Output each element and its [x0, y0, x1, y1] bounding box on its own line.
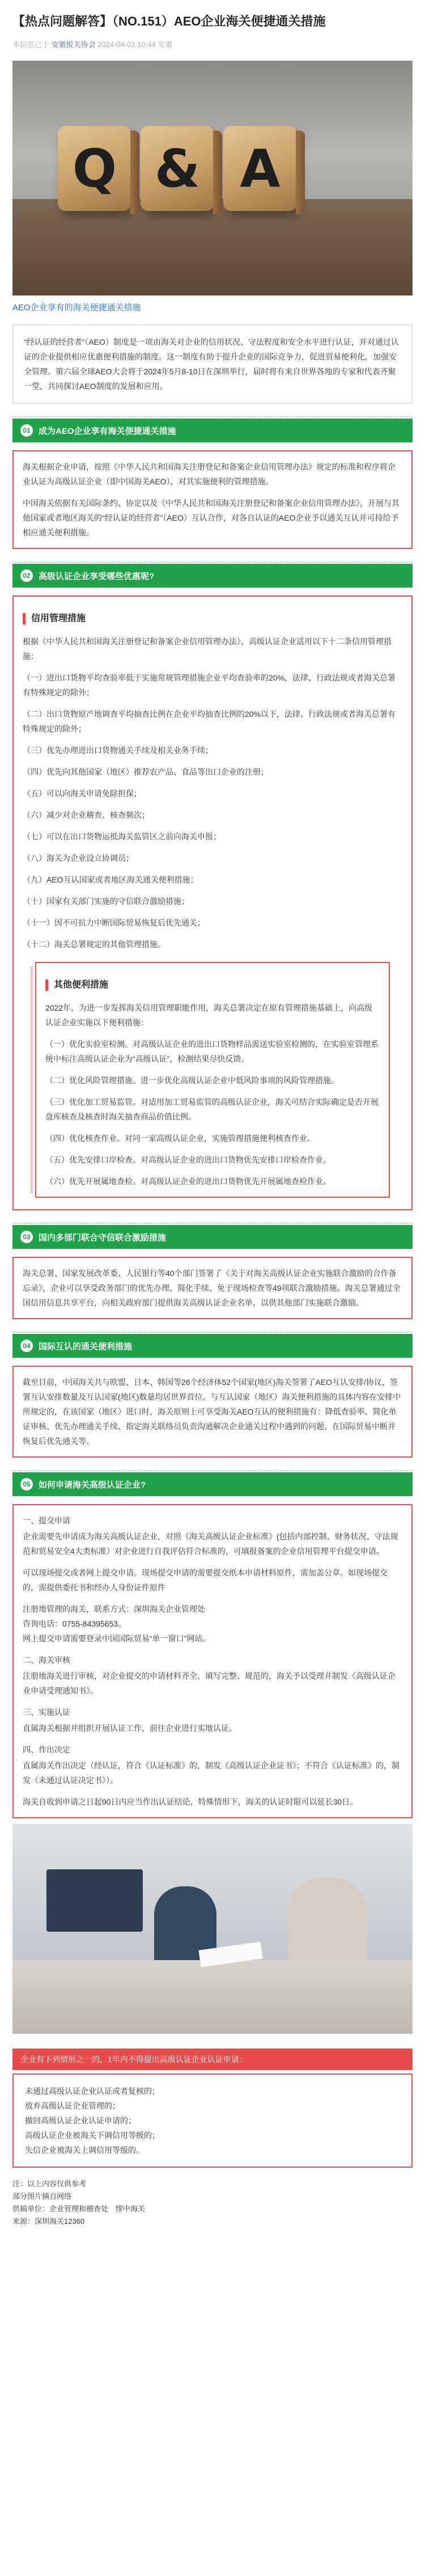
list-item: （十二）海关总署规定的其他管理措施。: [23, 940, 165, 949]
paragraph: 海关根据企业申请，按照《中华人民共和国海关注册登记和备案企业信用管理办法》规定的标准和程序将企业认证为高级认证企业（即中国海关AEO），对其实施便利的管理措施。: [23, 462, 396, 486]
account-name-link[interactable]: 安徽报关协会: [51, 40, 96, 49]
section-body-01: [12, 450, 413, 549]
other-measures-heading: [45, 978, 380, 993]
other-measures-box: [35, 962, 390, 1198]
intro-quote: “经认证的经营者”（AEO）制度是一项由海关对企业的信用状况、守法程度和安全水平进行认证，并对通过认证的企业提供相应优惠便利措施的制度。这一制度有助于提升企业的国际竞争力，促进贸易便利化，加强安全管理。第六届全球AEO大会将于2024年5月8-10日在深圳举行，届时将有来自世界各地的专家和代表齐聚一堂，共同探讨AEO制度的发展和应用。: [12, 324, 413, 404]
footer-origin: 来源：深圳海关12360: [12, 2217, 85, 2226]
paragraph: 海关总署、国家发展改革委、人民银行等40个部门签署了《关于对海关高级认证企业实施联合激励的合作备忘录》，企业可以享受政务部门的优先办理、简化手续、免于现场检查等49项联合激励措施。海关总署通过全国信用信息共享平台，向相关政府部门提供海关高级认证企业名单，以供其他部门实施联合激励。: [23, 1269, 401, 1307]
list-item: （五）可以向海关申请免除担保；: [23, 789, 142, 798]
article-footer: [12, 2178, 413, 2239]
paragraph: 海关自收到申请之日起90日内应当作出认证结论，特殊情形下，海关的认证时限可以延长30日。: [23, 1797, 358, 1806]
list-item: （二）优化风险管理措施。进一步优化高级认证企业中低风险事项的风险管理措施。: [45, 1076, 339, 1085]
subheading-text: 其他便利措施: [54, 980, 109, 990]
paragraph: 根据《中华人民共和国海关注册登记和备案企业信用管理办法》，高级认证企业适用以下十二条信用管理措施：: [23, 637, 392, 661]
paragraph: 注册地海关进行审核，对企业提交的申请材料齐全、填写完整、规范的，海关予以受理并制发《高级认证企业申请受理通知书》。: [23, 1671, 396, 1695]
paragraph: 四、作出决定: [23, 1745, 70, 1754]
section-number: 05: [20, 1478, 33, 1490]
list-item: （一）进出口货物平均查验率低于实施常规管理措施企业平均查验率的20%，法律、行政法规或者海关总署有特殊规定的除外；: [23, 673, 396, 697]
photo-counter: [12, 1960, 413, 2034]
heading-bar: [45, 979, 48, 991]
customs-service-photo: [12, 1824, 413, 2034]
list-item: 高级认证企业被海关下调信用等级的；: [25, 2131, 160, 2140]
publish-date: 2024-04-02 10:44: [97, 40, 156, 49]
credit-measures-heading: [23, 611, 402, 626]
notice-box: [12, 2074, 413, 2168]
section-title: 如何申请海关高级认证企业?: [39, 1480, 146, 1490]
list-item: 放弃高级认证企业管理的；: [25, 2101, 120, 2110]
hero-cubes: [58, 126, 297, 211]
article-title: 【热点问题解答】（NO.151）AEO企业海关便捷通关措施: [12, 14, 326, 28]
subheading-text: 信用管理措施: [31, 614, 86, 623]
section-number: 04: [20, 1340, 33, 1352]
publish-location: 安徽: [158, 40, 173, 49]
footer-image-source: 部分图片摘自网络: [12, 2192, 72, 2201]
paragraph: 可以现场提交或者网上提交申请。现场提交申请的需要提交纸本申请材料原件，需加盖公章。如现场提交的，需提供委托书和经办人身份证件原件: [23, 1568, 388, 1592]
list-item: （七）可以在出口货物运抵海关监管区之前向海关申报；: [23, 832, 221, 841]
footer-note: 注：以上内容仅供参考: [12, 2180, 87, 2188]
cube-q: [58, 126, 131, 211]
list-item: （六）减少对企业稽查、核查频次；: [23, 810, 150, 820]
list-item: （二）出口货物原产地调查平均抽查比例在企业平均抽查比例的20%以下，法律、行政法规或者海关总署有特殊规定的除外；: [23, 710, 396, 733]
paragraph: 三、实施认证: [23, 1708, 70, 1717]
list-item: 未通过高级认证企业认证或者复核的；: [25, 2087, 160, 2096]
hero-caption: AEO企业享有的海关便捷通关措施: [12, 303, 141, 313]
cube-letter: &: [154, 138, 201, 199]
paragraph: 截至目前，中国海关共与欧盟、日本、韩国等26个经济体52个国家(地区)海关签署了AEO互认安排/协议，签署互认安排数量及互认国家(地区)数量均居世界首位。与互认国家（地区）海关便利措施的具体内容在安排中所规定的，在该国家（地区）进口时，海关原则上可享受海关AEO互认的便利措施有：降低查验率、简化单证审核、优先办理通关手续、指定海关联络员负责沟通解决企业通关过程中遇到的问题、在国际贸易中断并恢复后优先通关等。: [23, 1378, 401, 1446]
list-item: （六）优先开展属地查检。对高级认证企业的进出口货物优先开展属地查检作业。: [45, 1177, 331, 1186]
section-header-02: [12, 564, 413, 588]
paragraph: 中国海关依据有关国际条约、协定以及《中华人民共和国海关注册登记和备案企业信用管理办法》，开展与其他国家或者地区海关的“经认证的经营者”（AEO）互认合作，对各自认证的AEO企业予以通关互认并可持给予相应通关便利措施。: [23, 499, 400, 537]
list-item: （十）国家有关部门实施的守信联合激励措施；: [23, 897, 189, 906]
phone-number: 咨询电话：0755-84395653。: [23, 1619, 126, 1628]
section-title: 国际互认的通关便利措施: [39, 1341, 133, 1352]
paragraph: 直属海关作出决定（经认证，符合《认证标准》的，制发《高级认证企业证书》；不符合《认证标准》的，制发《未通过认证决定书》）。: [23, 1761, 400, 1785]
cube-a: [223, 126, 297, 211]
list-item: 失信企业被海关上调信用等级的。: [25, 2146, 144, 2155]
section-title: 国内多部门联合守信联合激励措施: [39, 1232, 167, 1243]
section-header-03: [12, 1225, 413, 1249]
section-header-01: [12, 419, 413, 442]
list-item: （三）优化加工贸易监管。对适用加工贸易监管的高级认证企业，海关可结合实际确定是否开展盘库核查及核查时海关抽查商品价值比例。: [45, 1097, 379, 1121]
list-item: 撤回高级认证企业认证申请的；: [25, 2116, 136, 2125]
notice-strip: 企业有下列情形之一的，1年内不得提出高级认证企业认证申请：: [12, 2049, 413, 2070]
paragraph: 二、海关审核: [23, 1656, 70, 1665]
cube-ampersand: [141, 126, 214, 211]
paragraph: 2022年，为进一步发挥海关信用管理职能作用，海关总署决定在原有管理措施基础上，向高级认证企业实施以下便利措施：: [45, 1003, 373, 1027]
section-number: 01: [20, 424, 33, 437]
hero-image: [12, 61, 413, 295]
section-body-02: [12, 596, 413, 1210]
section-body-03: [12, 1257, 413, 1319]
cube-letter: Q: [72, 138, 117, 199]
section-number: 02: [20, 569, 33, 582]
cube-letter: A: [240, 138, 280, 199]
section-header-04: [12, 1334, 413, 1358]
meta-prefix: 本信息已于: [12, 40, 50, 49]
list-item: （五）优先安排口岸检查。对高级认证企业的进出口货物优先安排口岸检查作业。: [45, 1155, 331, 1164]
list-item: （十一）因不可抗力中断国际贸易恢复后优先通关；: [23, 918, 205, 927]
section-title: 成为AEO企业享有海关便捷通关措施: [39, 426, 176, 436]
paragraph: 一、提交申请: [23, 1516, 70, 1525]
footer-provider: 供稿单位：企业管理和稽查处 缪中海关: [12, 2205, 146, 2213]
photo-monitor: [46, 1869, 143, 1932]
list-item: （四）优先向其他国家（地区）推荐农产品、食品等出口企业的注册；: [23, 767, 269, 776]
list-item: （三）优先办理进出口货物通关手续及相关业务手续；: [23, 746, 213, 755]
paragraph: 注册地管理的海关，联系方式：深圳海关企业管理处: [23, 1604, 205, 1614]
section-body-05: [12, 1504, 413, 1818]
article-meta: [12, 39, 413, 49]
section-header-05: [12, 1472, 413, 1496]
list-item: （四）优化核查作业。对同一家高级认证企业，实施管理措施便利核查作业。: [45, 1134, 315, 1143]
section-number: 03: [20, 1231, 33, 1243]
paragraph: 网上提交申请需要登录中国国际贸易“单一窗口”网站。: [23, 1634, 211, 1643]
list-item: （八）海关为企业设立协调员；: [23, 854, 134, 863]
list-item: （九）AEO互认国家或者地区海关通关便利措施；: [23, 875, 198, 884]
list-item: （一）优化实验室检测。对高级认证企业的进出口货物样品需送实验室检测的，在实验室管理系统中标注高级认证企业为“高级认证”，检测结果尽快反馈。: [45, 1040, 379, 1063]
section-title: 高级认证企业享受哪些优惠呢?: [39, 571, 155, 581]
hero-table-surface: [12, 199, 413, 295]
paragraph: 企业需要先申请成为海关高级认证企业，对照《海关高级认证企业标准》(包括内部控制、财务状况、守法规范和贸易安全4大类标准）对企业进行自我评估符合标准的，可填报备案的企业信用管理平台提交申请。: [23, 1532, 398, 1556]
section-body-04: [12, 1366, 413, 1458]
paragraph: 直属海关根据并组织开展认证工作，前往企业进行实地认证。: [23, 1724, 237, 1733]
heading-bar: [23, 613, 26, 624]
